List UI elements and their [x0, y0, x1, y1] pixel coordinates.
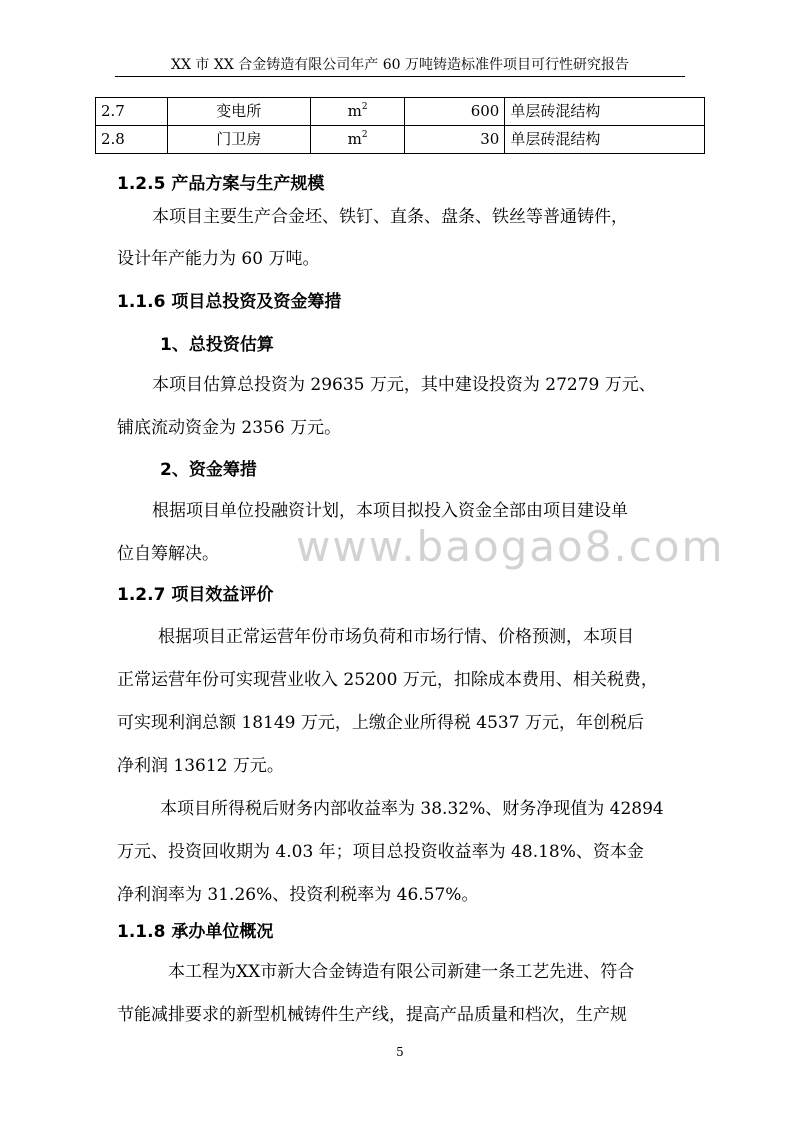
page-number: 5	[396, 1045, 404, 1059]
unit-base: m	[347, 102, 362, 120]
body-paragraph-line: 可实现利润总额 18149 万元，上缴企业所得税 4537 万元，年创税后	[117, 713, 644, 733]
section-heading-1-2-5: 1.2.5 产品方案与生产规模	[117, 174, 325, 194]
unit-cell	[310, 98, 405, 126]
body-paragraph-line: 净利润率为 31.26%、投资利税率为 46.57%。	[117, 885, 479, 905]
building-name: 变电所	[167, 98, 310, 126]
unit-base: m	[347, 130, 362, 148]
structure-type: 单层砖混结构	[505, 126, 705, 154]
body-paragraph-line: 本项目所得税后财务内部收益率为 38.32%、财务净现值为 42894	[160, 799, 664, 819]
body-paragraph-line: 本工程为XX市新大合金铸造有限公司新建一条工艺先进、符合	[168, 962, 635, 982]
body-paragraph-line: 本项目主要生产合金坯、铁钉、直条、盘条、铁丝等普通铸件，	[152, 207, 628, 227]
body-paragraph-line: 节能减排要求的新型机械铸件生产线，提高产品质量和档次，生产规	[117, 1005, 627, 1025]
row-number: 2.8	[96, 126, 168, 154]
body-paragraph-line: 本项目估算总投资为 29635 万元，其中建设投资为 27279 万元、	[152, 375, 656, 395]
section-heading-1-2-7: 1.2.7 项目效益评价	[117, 585, 274, 605]
watermark: www.baogao8.com	[296, 522, 725, 571]
unit-exponent: 2	[361, 102, 368, 112]
building-table	[95, 97, 705, 154]
subheading-total-investment: 1、总投资估算	[160, 335, 274, 355]
body-paragraph-line: 铺底流动资金为 2356 万元。	[117, 418, 342, 438]
structure-type: 单层砖混结构	[505, 98, 705, 126]
quantity: 30	[405, 126, 505, 154]
body-paragraph-line: 正常运营年份可实现营业收入 25200 万元，扣除成本费用、相关税费，	[117, 670, 658, 690]
row-number: 2.7	[96, 98, 168, 126]
body-paragraph-line: 根据项目单位投融资计划，本项目拟投入资金全部由项目建设单	[152, 501, 628, 521]
running-header: XX 市 XX 合金铸造有限公司年产 60 万吨铸造标准件项目可行性研究报告	[115, 56, 685, 77]
body-paragraph-line: 设计年产能力为 60 万吨。	[117, 249, 320, 269]
body-paragraph-line: 根据项目正常运营年份市场负荷和市场行情、价格预测，本项目	[158, 627, 634, 647]
unit-exponent: 2	[361, 130, 368, 140]
body-paragraph-line: 净利润 13612 万元。	[117, 756, 284, 776]
unit-cell	[310, 126, 405, 154]
section-heading-1-1-8: 1.1.8 承办单位概况	[117, 922, 274, 942]
body-paragraph-line: 位自筹解决。	[117, 544, 219, 564]
building-name: 门卫房	[167, 126, 310, 154]
body-paragraph-line: 万元、投资回收期为 4.03 年；项目总投资收益率为 48.18%、资本金	[117, 842, 644, 862]
quantity: 600	[405, 98, 505, 126]
subheading-fund-raising: 2、资金筹措	[160, 460, 257, 480]
table-row	[96, 126, 705, 154]
section-heading-1-1-6: 1.1.6 项目总投资及资金筹措	[117, 292, 342, 312]
table-row	[96, 98, 705, 126]
